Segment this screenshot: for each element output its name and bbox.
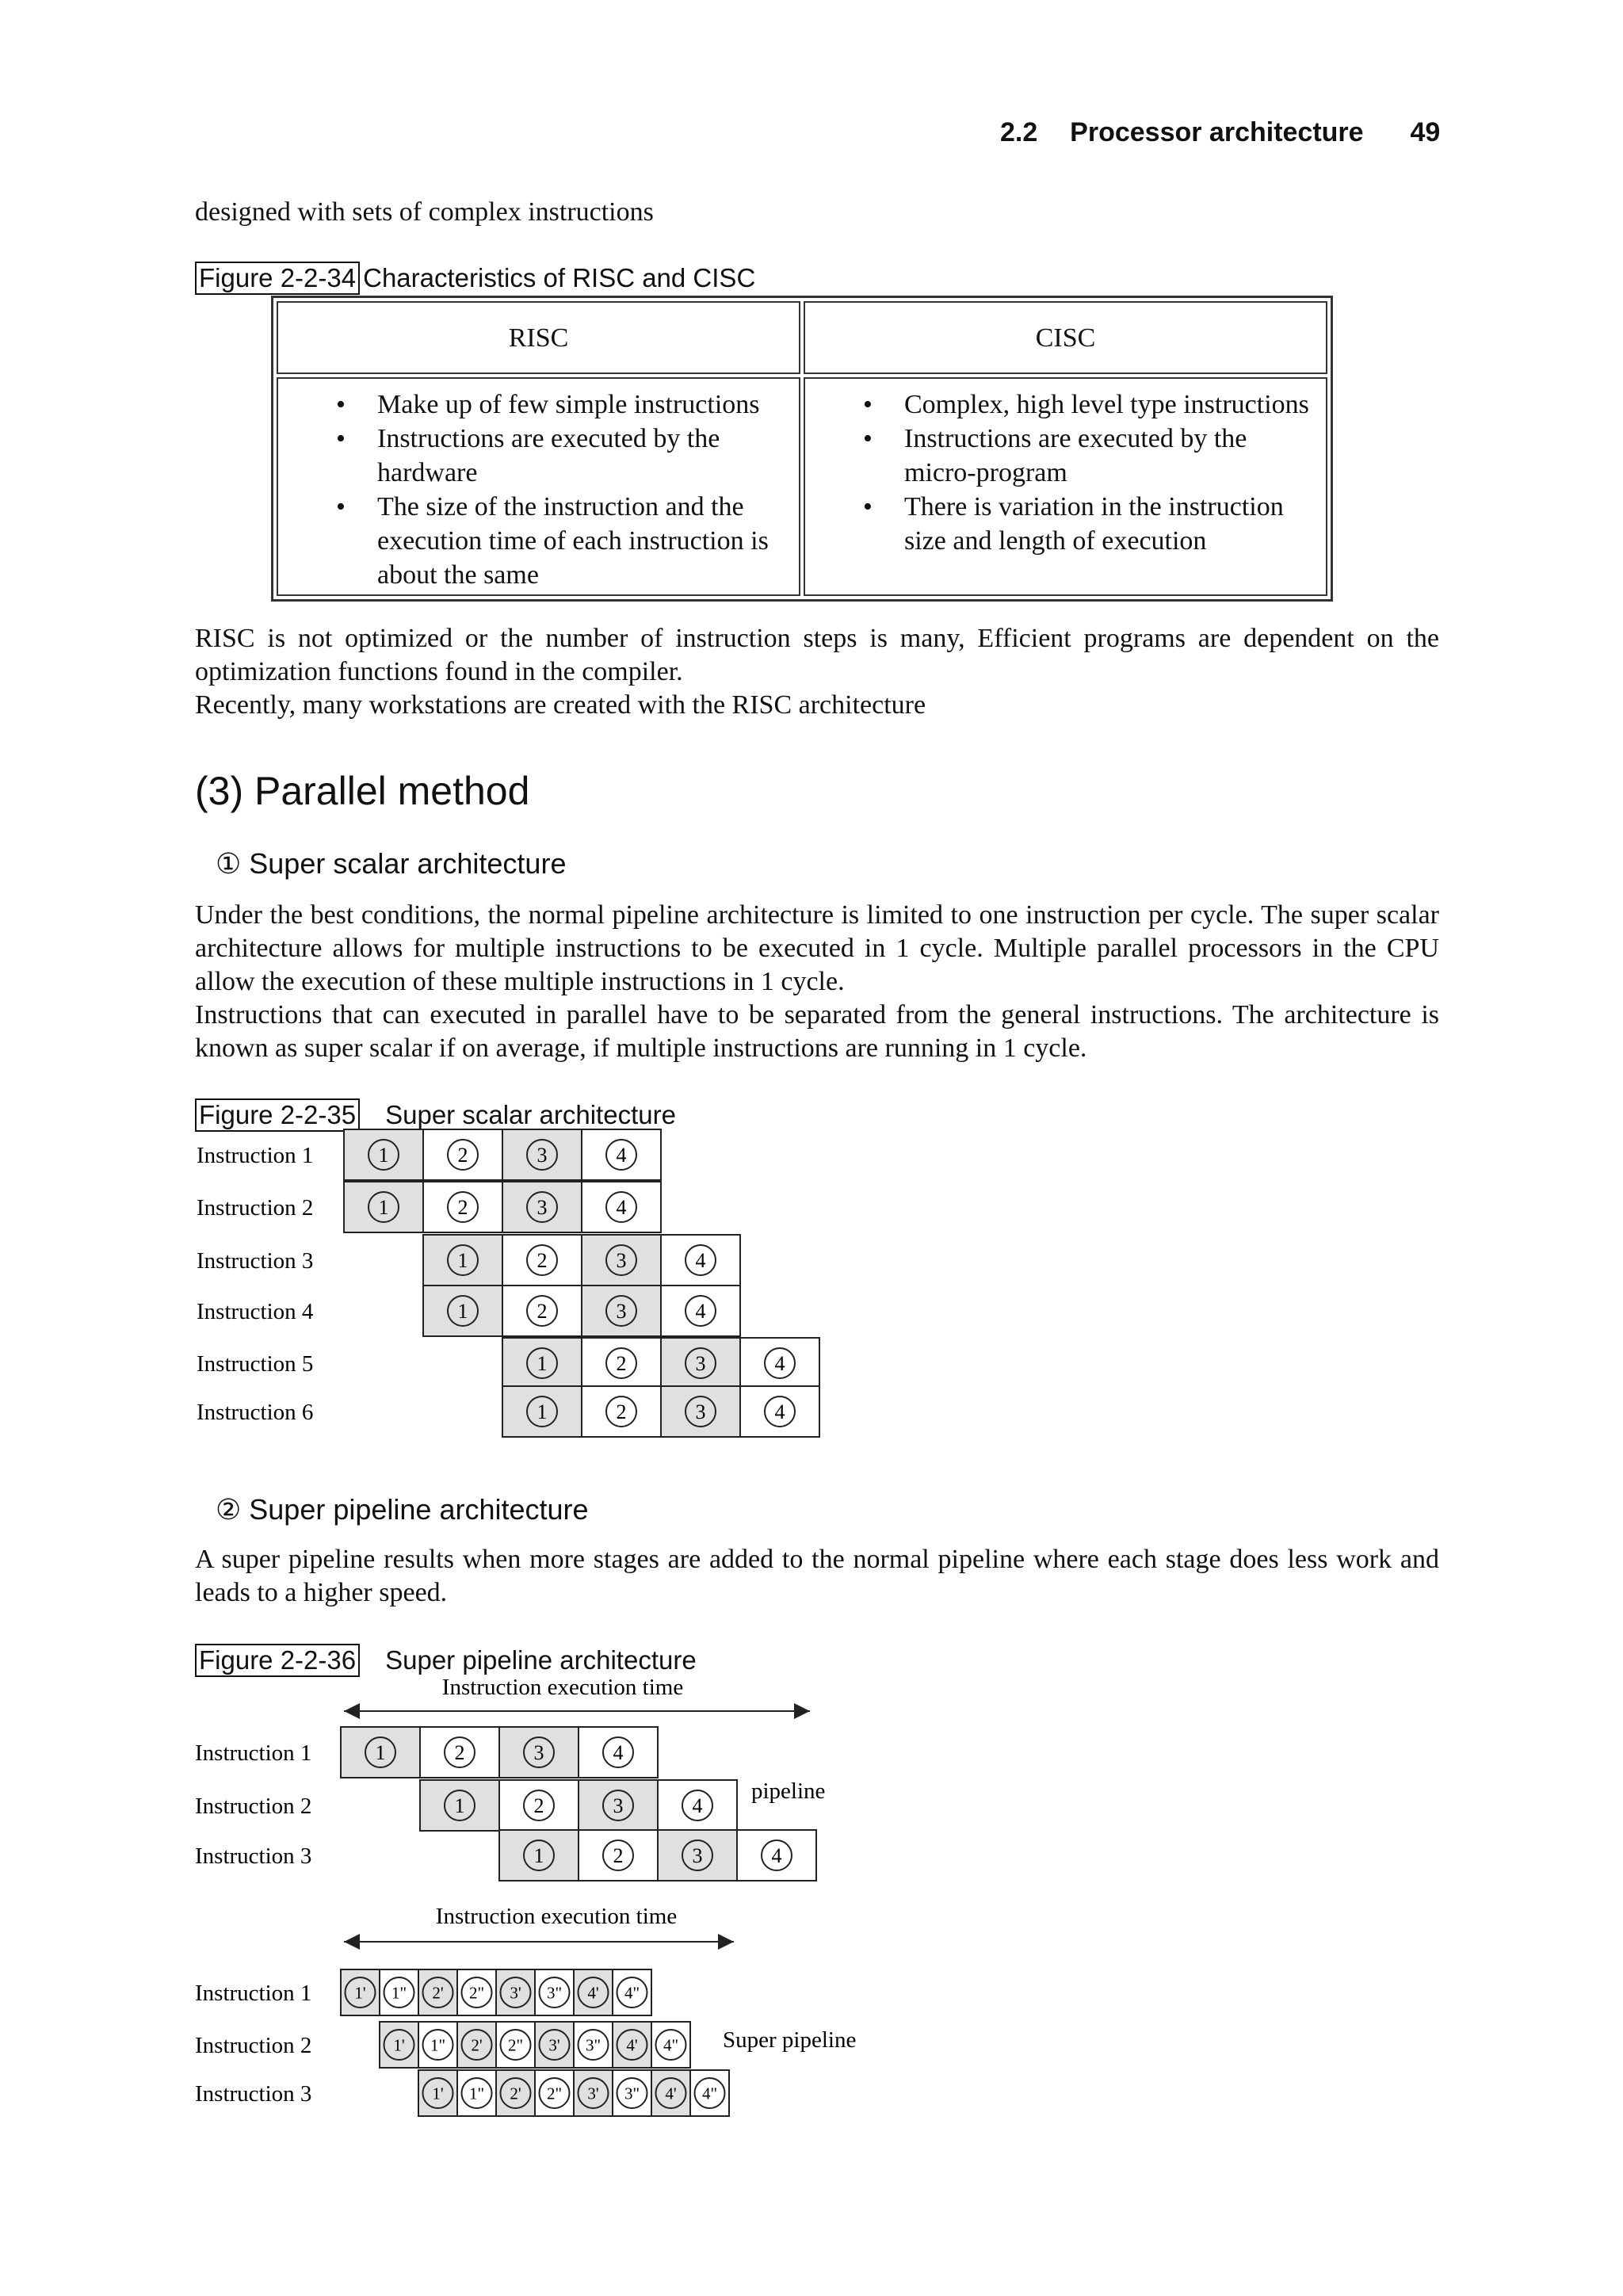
stage-number: 3" — [546, 1983, 563, 2003]
cisc-item: • Complex, high level type instructions — [806, 388, 1325, 422]
pipeline-note: pipeline — [751, 1778, 826, 1804]
figure-35-label: Figure 2-2-35 — [195, 1098, 360, 1132]
stage-number: 4 — [692, 1794, 703, 1818]
risc-item: • Make up of few simple instructions — [279, 388, 798, 422]
stage-number: 3" — [585, 2035, 601, 2055]
stage-number: 3 — [695, 1352, 706, 1376]
stage-number: 4" — [663, 2035, 679, 2055]
stage-number: 3' — [548, 2035, 560, 2055]
stage-number: 2 — [457, 1144, 468, 1167]
stage-number: 1" — [468, 2084, 485, 2103]
stage-number: 2" — [468, 1983, 485, 2003]
risc-item: • Instructions are executed by the hardware — [279, 422, 798, 490]
stage-number: 1 — [533, 1844, 544, 1868]
stage-number: 3 — [692, 1844, 703, 1868]
stage-number: 4" — [624, 1983, 640, 2003]
figure-36-title: Super pipeline architecture — [385, 1645, 697, 1675]
stage-number: 2 — [537, 1249, 548, 1273]
execution-time-label: Instruction execution time — [435, 1904, 678, 1929]
stage-number: 1" — [391, 1983, 407, 2003]
stage-number: 2' — [471, 2035, 483, 2055]
stage-number: 1 — [378, 1196, 389, 1220]
risc-cisc-table — [271, 296, 1333, 602]
instruction-label: Instruction 3 — [195, 2081, 312, 2107]
stage-number: 1" — [430, 2035, 446, 2055]
stage-number: 2 — [613, 1844, 624, 1868]
stage-number: 2 — [537, 1300, 548, 1324]
subsection-heading-super-pipeline: ② Super pipeline architecture — [216, 1493, 589, 1526]
stage-number: 3 — [616, 1300, 627, 1324]
stage-number: 2 — [454, 1741, 465, 1765]
figure-34-title: Characteristics of RISC and CISC — [363, 263, 756, 292]
stage-number: 4' — [587, 1983, 599, 2003]
stage-number: 3 — [537, 1144, 548, 1167]
stage-number: 4 — [695, 1249, 706, 1273]
stage-number: 2 — [616, 1352, 627, 1376]
cisc-item: • Instructions are executed by the micro-program — [806, 422, 1325, 490]
stage-number: 1 — [537, 1400, 548, 1424]
super-scalar-paragraph-line: Instructions that can executed in parallel have to be separated from the general instructions. The architecture is known as super scalar if on average, if multiple instructions are running in 1 cycle. — [195, 1000, 1439, 1063]
stage-number: 2" — [546, 2084, 563, 2103]
figure-36-caption — [195, 1644, 697, 1677]
stage-number: 4 — [616, 1144, 627, 1167]
risc-paragraph — [195, 622, 1439, 722]
stage-number: 3' — [510, 1983, 521, 2003]
stage-number: 1' — [393, 2035, 405, 2055]
section-heading: (3) Parallel method — [195, 769, 530, 813]
execution-time-label: Instruction execution time — [441, 1676, 684, 1700]
instruction-label: Instruction 1 — [195, 1740, 312, 1766]
stage-number: 3 — [537, 1196, 548, 1220]
risc-cisc-table-wrapper — [271, 296, 1333, 602]
stage-number: 3 — [616, 1249, 627, 1273]
risc-column-header: RISC — [277, 301, 800, 374]
figure-34-label: Figure 2-2-34 — [195, 262, 360, 295]
stage-number: 3 — [533, 1741, 544, 1765]
stage-number: 1 — [454, 1794, 465, 1818]
subsection-heading-super-scalar: ① Super scalar architecture — [216, 847, 567, 880]
instruction-label: Instruction 2 — [195, 1794, 312, 1819]
instruction-label: Instruction 2 — [195, 2033, 312, 2058]
stage-number: 2 — [616, 1400, 627, 1424]
stage-number: 2' — [432, 1983, 444, 2003]
cisc-item: • There is variation in the instruction size and length of execution — [806, 490, 1325, 558]
instruction-label: Instruction 1 — [195, 1981, 312, 2006]
risc-list — [279, 380, 798, 594]
super-pipeline-note: Super pipeline — [723, 2027, 857, 2053]
cisc-list — [806, 380, 1325, 560]
stage-number: 4 — [774, 1352, 785, 1376]
header-section-title: Processor architecture — [1070, 117, 1364, 147]
stage-number: 3" — [624, 2084, 640, 2103]
cisc-cell — [804, 377, 1327, 596]
stage-number: 1 — [378, 1144, 389, 1167]
stage-number: 4" — [701, 2084, 718, 2103]
stage-number: 4 — [616, 1196, 627, 1220]
page-number: 49 — [1410, 117, 1441, 147]
stage-number: 3 — [695, 1400, 706, 1424]
super-scalar-paragraph-line: Under the best conditions, the normal pipeline architecture is limited to one instruction per cycle. The super scalar architecture allows for multiple instructions to be executed in 1 cycle. Multiple parallel processors in the CPU allow the execution of these multiple instructions in 1 cycle. — [195, 900, 1439, 996]
instruction-label: Instruction 2 — [197, 1195, 314, 1221]
running-header — [1000, 117, 1440, 148]
stage-number: 1 — [537, 1352, 548, 1376]
risc-item: • The size of the instruction and the execution time of each instruction is about the same — [279, 490, 798, 592]
instruction-label: Instruction 4 — [197, 1299, 314, 1324]
super-scalar-paragraph — [195, 899, 1439, 1065]
stage-number: 1 — [375, 1741, 386, 1765]
instruction-label: Instruction 1 — [197, 1143, 314, 1168]
figure-34-caption — [195, 262, 755, 295]
instruction-label: Instruction 5 — [197, 1351, 314, 1377]
risc-paragraph-line: RISC is not optimized or the number of instruction steps is many, Efficient programs are dependent on the optimization functions found in the compiler. — [195, 624, 1439, 686]
risc-cell — [277, 377, 800, 596]
stage-number: 1' — [354, 1983, 366, 2003]
stage-number: 4' — [665, 2084, 677, 2103]
figure-36-label: Figure 2-2-36 — [195, 1644, 360, 1677]
instruction-label: Instruction 3 — [197, 1248, 314, 1274]
intro-line: designed with sets of complex instructions — [195, 197, 654, 227]
stage-number: 2 — [457, 1196, 468, 1220]
stage-number: 2 — [533, 1794, 544, 1818]
figure-35-title: Super scalar architecture — [385, 1100, 676, 1129]
risc-paragraph-line: Recently, many workstations are created with the RISC architecture — [195, 690, 926, 720]
stage-number: 2" — [507, 2035, 524, 2055]
stage-number: 1 — [457, 1300, 468, 1324]
stage-number: 2' — [510, 2084, 521, 2103]
stage-number: 4 — [613, 1741, 624, 1765]
super-pipeline-paragraph: A super pipeline results when more stages are added to the normal pipeline where each stage does less work and leads to a higher speed. — [195, 1545, 1439, 1607]
instruction-label: Instruction 3 — [195, 1843, 312, 1869]
super-scalar-diagram — [190, 1125, 903, 1442]
stage-number: 1' — [432, 2084, 444, 2103]
stage-number: 1 — [457, 1249, 468, 1273]
stage-number: 4 — [771, 1844, 782, 1868]
header-section-number: 2.2 — [1000, 117, 1038, 147]
stage-number: 4 — [774, 1400, 785, 1424]
stage-number: 4' — [626, 2035, 638, 2055]
super-pipeline-diagram — [190, 1676, 983, 2120]
cisc-column-header: CISC — [804, 301, 1327, 374]
instruction-label: Instruction 6 — [197, 1400, 314, 1425]
stage-number: 4 — [695, 1300, 706, 1324]
stage-number: 3' — [587, 2084, 599, 2103]
stage-number: 3 — [613, 1794, 624, 1818]
